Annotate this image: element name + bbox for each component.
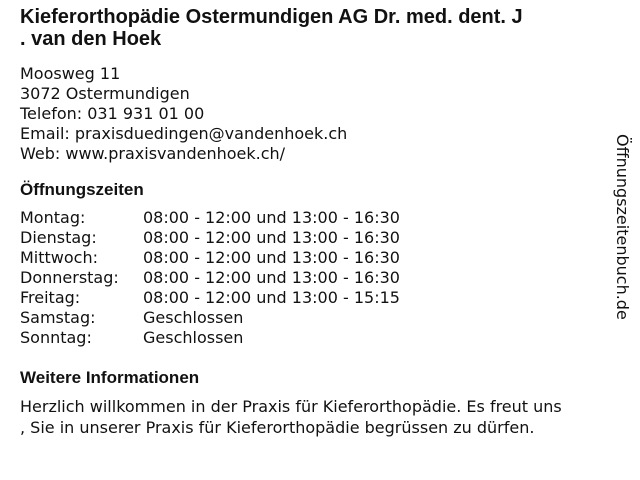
address-city: 3072 Ostermundigen [20,84,190,103]
hours-day: Samstag: [20,308,96,327]
hours-row-wednesday [20,248,610,268]
hours-time: 08:00 - 12:00 und 13:00 - 16:30 [143,228,400,247]
hours-day: Montag: [20,208,86,227]
further-info-text: Herzlich willkommen in der Praxis für Kieferorthopädie. Es freut uns , Sie in unserer Praxis für Kieferorthopädie begrüssen zu dürfen. [20,397,562,437]
opening-hours-table [20,208,610,348]
hours-time: 08:00 - 12:00 und 13:00 - 16:30 [143,268,400,287]
hours-time: Geschlossen [143,328,244,347]
address-web: Web: www.praxisvandenhoek.ch/ [20,144,286,163]
address-email: Email: praxisduedingen@vandenhoek.ch [20,124,348,143]
opening-hours-heading: Öffnungszeiten [20,180,144,199]
hours-row-sunday [20,328,610,348]
hours-row-tuesday [20,228,610,248]
business-card [20,6,610,438]
hours-day: Mittwoch: [20,248,98,267]
hours-day: Freitag: [20,288,81,307]
brand-name: Öffnungszeitenbuch.de [613,134,632,320]
hours-row-friday [20,288,610,308]
hours-row-saturday [20,308,610,328]
hours-day: Donnerstag: [20,268,119,287]
address-phone: Telefon: 031 931 01 00 [20,104,205,123]
hours-time: 08:00 - 12:00 und 13:00 - 15:15 [143,288,400,307]
business-title: Kieferorthopädie Ostermundigen AG Dr. med. dent. J . van den Hoek [20,6,523,50]
address-block [20,64,610,164]
brand-watermark [612,134,634,334]
address-street: Moosweg 11 [20,64,121,83]
hours-time: 08:00 - 12:00 und 13:00 - 16:30 [143,248,400,267]
hours-time: Geschlossen [143,308,244,327]
hours-row-monday [20,208,610,228]
hours-day: Dienstag: [20,228,97,247]
hours-time: 08:00 - 12:00 und 13:00 - 16:30 [143,208,400,227]
hours-day: Sonntag: [20,328,92,347]
further-info-heading: Weitere Informationen [20,368,200,387]
hours-row-thursday [20,268,610,288]
